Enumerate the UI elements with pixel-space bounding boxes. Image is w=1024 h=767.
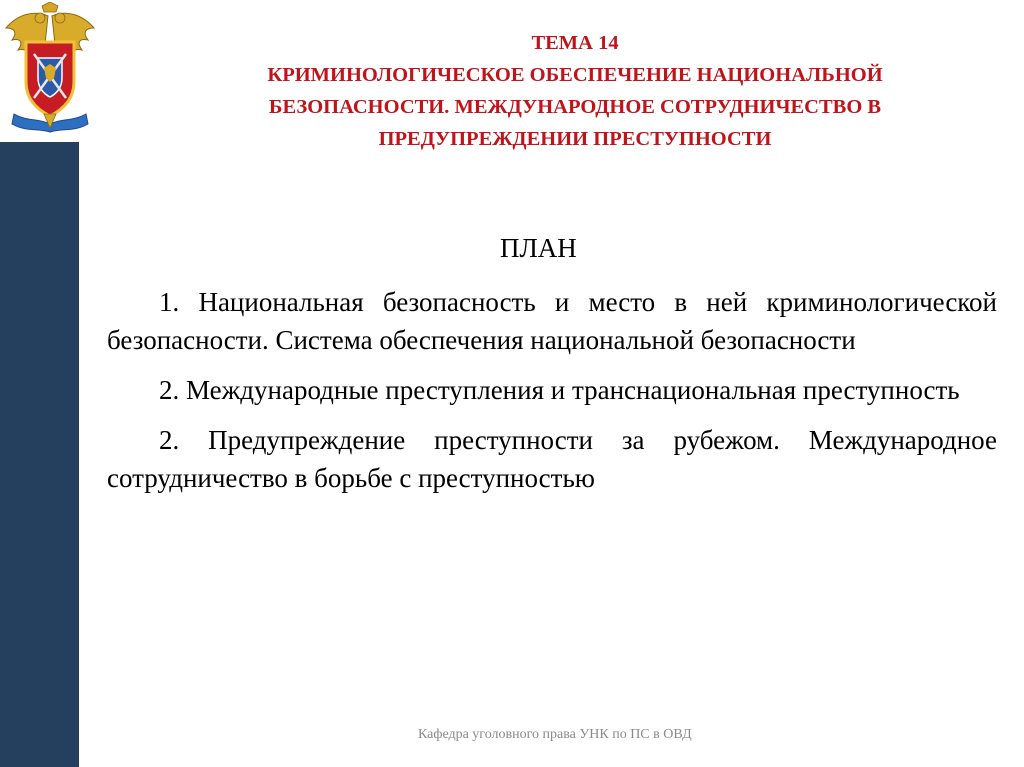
plan-heading: ПЛАН [500,233,577,263]
side-bar [0,142,79,767]
plan-item: 2. Международные преступления и транснациональная преступность [159,375,960,405]
title-line: КРИМИНОЛОГИЧЕСКОЕ ОБЕСПЕЧЕНИЕ НАЦИОНАЛЬНОЙ [267,64,883,86]
slide-title [130,27,1020,155]
title-line: ПРЕДУПРЕЖДЕНИИ ПРЕСТУПНОСТИ [378,128,772,150]
footer-text: Кафедра уголовного права УНК по ПС в ОВД [418,727,692,742]
plan-list [107,283,997,509]
topic-number: ТЕМА 14 [531,32,619,54]
plan-item: 2. Предупреждение преступности за рубежом. Международное сотрудничество в борьбе с преступностью [107,425,997,493]
title-line: БЕЗОПАСНОСТИ. МЕЖДУНАРОДНОЕ СОТРУДНИЧЕСТВО В [268,96,882,118]
double-headed-eagle-shield-icon [4,2,96,134]
plan-item: 1. Национальная безопасность и место в ней криминологической безопасности. Система обеспечения национальной безопасности [107,287,997,355]
